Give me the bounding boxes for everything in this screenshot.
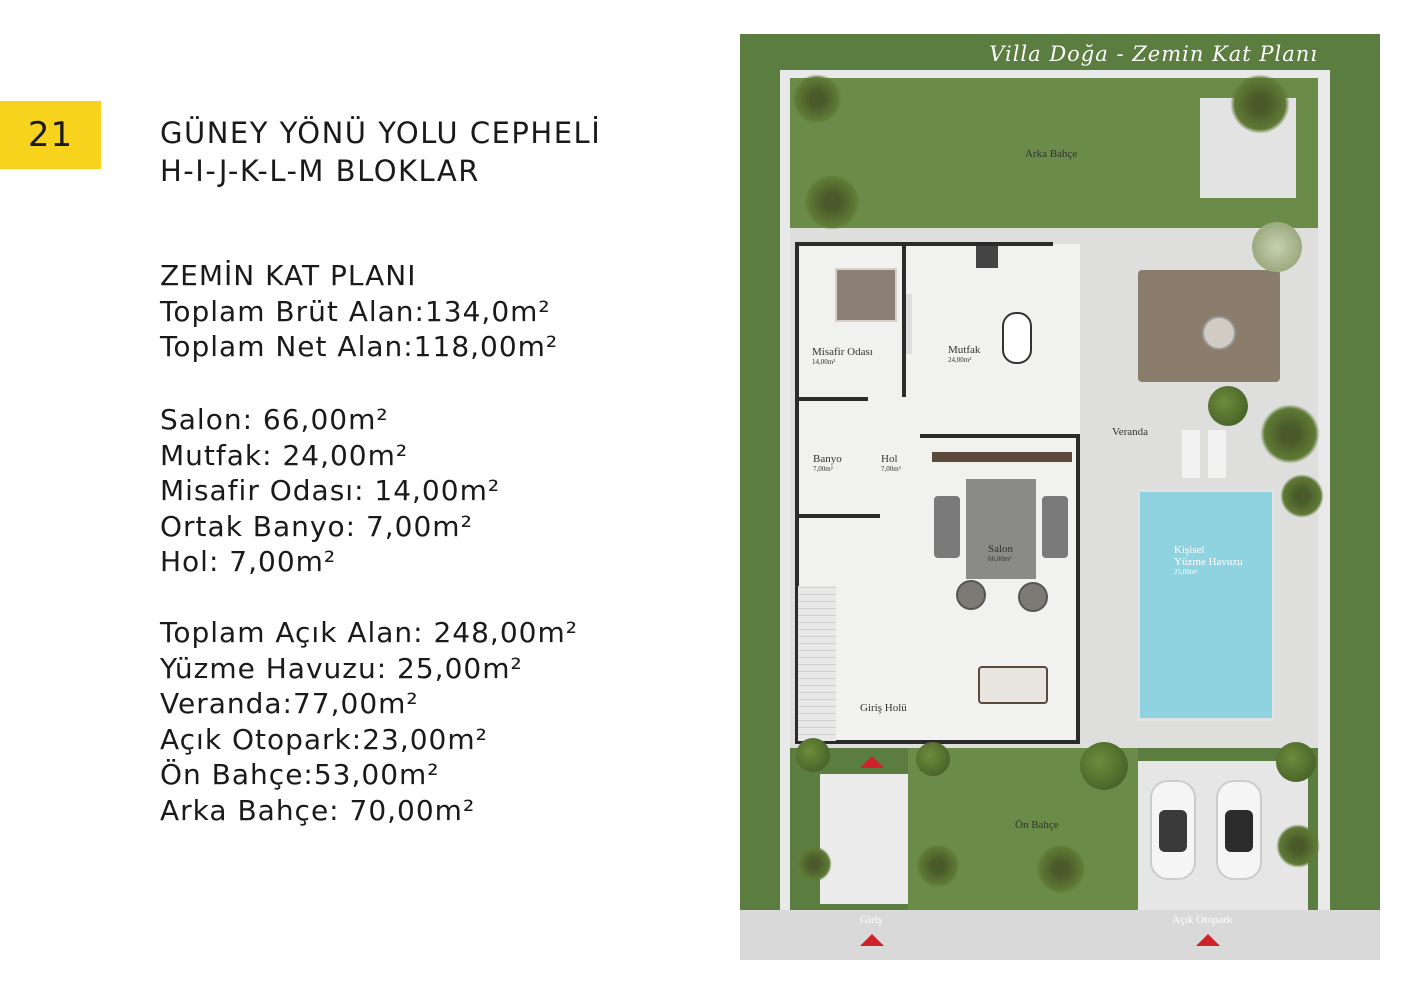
- outdoor-pool: Yüzme Havuzu: 25,00m²: [160, 651, 523, 685]
- bath-wall-2: [795, 514, 880, 518]
- guest-bed: [835, 268, 897, 322]
- kitchen-counter: [906, 294, 912, 354]
- room-areas: [160, 402, 500, 580]
- house-wall-top: [795, 242, 1053, 246]
- label-salon-name: Salon: [988, 543, 1014, 555]
- palm-tree-icon: [1276, 824, 1320, 868]
- room-area-hol: Hol: 7,00m²: [160, 545, 337, 578]
- label-veranda: Veranda: [1112, 426, 1149, 438]
- label-mutfak-area: 24,00m²: [948, 356, 972, 364]
- floor-area-summary: [160, 258, 558, 365]
- label-havuz: [1174, 544, 1243, 576]
- salon-wall-top: [920, 434, 1080, 438]
- sunbed-2: [1208, 430, 1226, 478]
- label-banyo-name: Banyo: [813, 453, 842, 465]
- label-arka-bahce: Arka Bahçe: [1025, 148, 1078, 160]
- salon-armchair-left: [934, 496, 960, 558]
- page-number-badge: [0, 101, 101, 169]
- dining-table: [978, 666, 1048, 704]
- tree-icon: [1252, 222, 1302, 272]
- bath-wall: [795, 397, 868, 401]
- label-mutfak: [948, 344, 980, 364]
- outdoor-total: Toplam Açık Alan: 248,00m²: [160, 616, 578, 649]
- staircase: [798, 586, 836, 741]
- room-area-mutfak: Mutfak: 24,00m²: [160, 438, 409, 472]
- veranda-coffee-table: [1202, 316, 1236, 350]
- label-havuz-line1: Kişisel: [1174, 544, 1205, 556]
- label-hol: [881, 453, 901, 473]
- palm-tree-icon: [804, 174, 860, 230]
- salon-tv-unit: [932, 452, 1072, 462]
- label-banyo-area: 7,00m²: [813, 465, 833, 473]
- tree-icon: [1208, 386, 1248, 426]
- plan-title: Villa Doğa - Zemin Kat Planı: [989, 42, 1318, 66]
- kitchen-dining-table: [1002, 312, 1032, 364]
- tree-icon: [796, 738, 830, 772]
- salon-rug: [966, 479, 1036, 579]
- salon-armchair-right: [1042, 496, 1068, 558]
- room-area-salon: Salon: 66,00m²: [160, 403, 389, 436]
- plan-title-text: ZEMİN KAT PLANI: [160, 259, 417, 292]
- tree-icon: [1080, 742, 1128, 790]
- entrance-arrow-icon: [860, 756, 884, 768]
- floor-plan-image: [740, 34, 1380, 960]
- outdoor-veranda: Veranda:77,00m²: [160, 687, 419, 720]
- palm-tree-icon: [1280, 474, 1324, 518]
- label-hol-name: Hol: [881, 453, 898, 465]
- label-hol-area: 7,00m²: [881, 465, 901, 473]
- outdoor-areas: [160, 615, 578, 828]
- label-banyo: [813, 453, 842, 473]
- label-havuz-line2: Yüzme Havuzu: [1174, 556, 1243, 568]
- heading-line-1: GÜNEY YÖNÜ YOLU CEPHELİ: [160, 116, 602, 150]
- salon-wall-right: [1076, 434, 1080, 744]
- kitchen-stove: [976, 246, 998, 268]
- salon-chair-2: [1018, 582, 1048, 612]
- room-area-banyo: Ortak Banyo: 7,00m²: [160, 509, 473, 543]
- label-mutfak-name: Mutfak: [948, 344, 981, 356]
- label-salon: [988, 543, 1013, 563]
- tree-icon: [916, 742, 950, 776]
- parking-arrow-icon: [1196, 934, 1220, 946]
- boundary-wall-left: [780, 70, 790, 910]
- palm-tree-icon: [1260, 404, 1320, 464]
- page-number: 21: [27, 115, 74, 155]
- street-sidewalk: [740, 910, 1380, 960]
- salon-chair-1: [956, 580, 986, 610]
- label-giris-holu: Giriş Holü: [860, 702, 907, 714]
- label-havuz-area: 25,00m²: [1174, 568, 1198, 576]
- outdoor-back-garden: Arka Bahçe: 70,00m²: [160, 793, 476, 827]
- label-misafir-name: Misafir Odası: [812, 346, 873, 358]
- room-area-misafir: Misafir Odası: 14,00m²: [160, 474, 501, 507]
- label-acik-otopark: Açık Otopark: [1172, 914, 1233, 926]
- gross-area: Toplam Brüt Alan:134,0m²: [160, 294, 551, 328]
- label-misafir: [812, 346, 873, 366]
- tree-icon: [1276, 742, 1316, 782]
- front-steps: [820, 774, 908, 904]
- palm-tree-icon: [796, 846, 832, 882]
- label-salon-area: 66,00m²: [988, 555, 1012, 563]
- label-on-bahce: Ön Bahçe: [1015, 819, 1059, 831]
- palm-tree-icon: [792, 74, 842, 124]
- label-giris: Giriş: [860, 914, 882, 926]
- palm-tree-icon: [1230, 74, 1290, 134]
- sunbed-1: [1182, 430, 1200, 478]
- palm-tree-icon: [916, 844, 960, 888]
- outdoor-front-garden: Ön Bahçe:53,00m²: [160, 758, 440, 791]
- heading-line-2: H-I-J-K-L-M BLOKLAR: [160, 154, 480, 188]
- car-left: [1150, 780, 1196, 880]
- page-heading: [160, 114, 601, 190]
- swimming-pool: [1137, 489, 1275, 721]
- label-misafir-area: 14,00m²: [812, 358, 836, 366]
- palm-tree-icon: [1036, 844, 1086, 894]
- outdoor-parking: Açık Otopark:23,00m²: [160, 722, 488, 756]
- entrance-arrow-bottom-icon: [860, 934, 884, 946]
- car-right: [1216, 780, 1262, 880]
- net-area: Toplam Net Alan:118,00m²: [160, 330, 559, 363]
